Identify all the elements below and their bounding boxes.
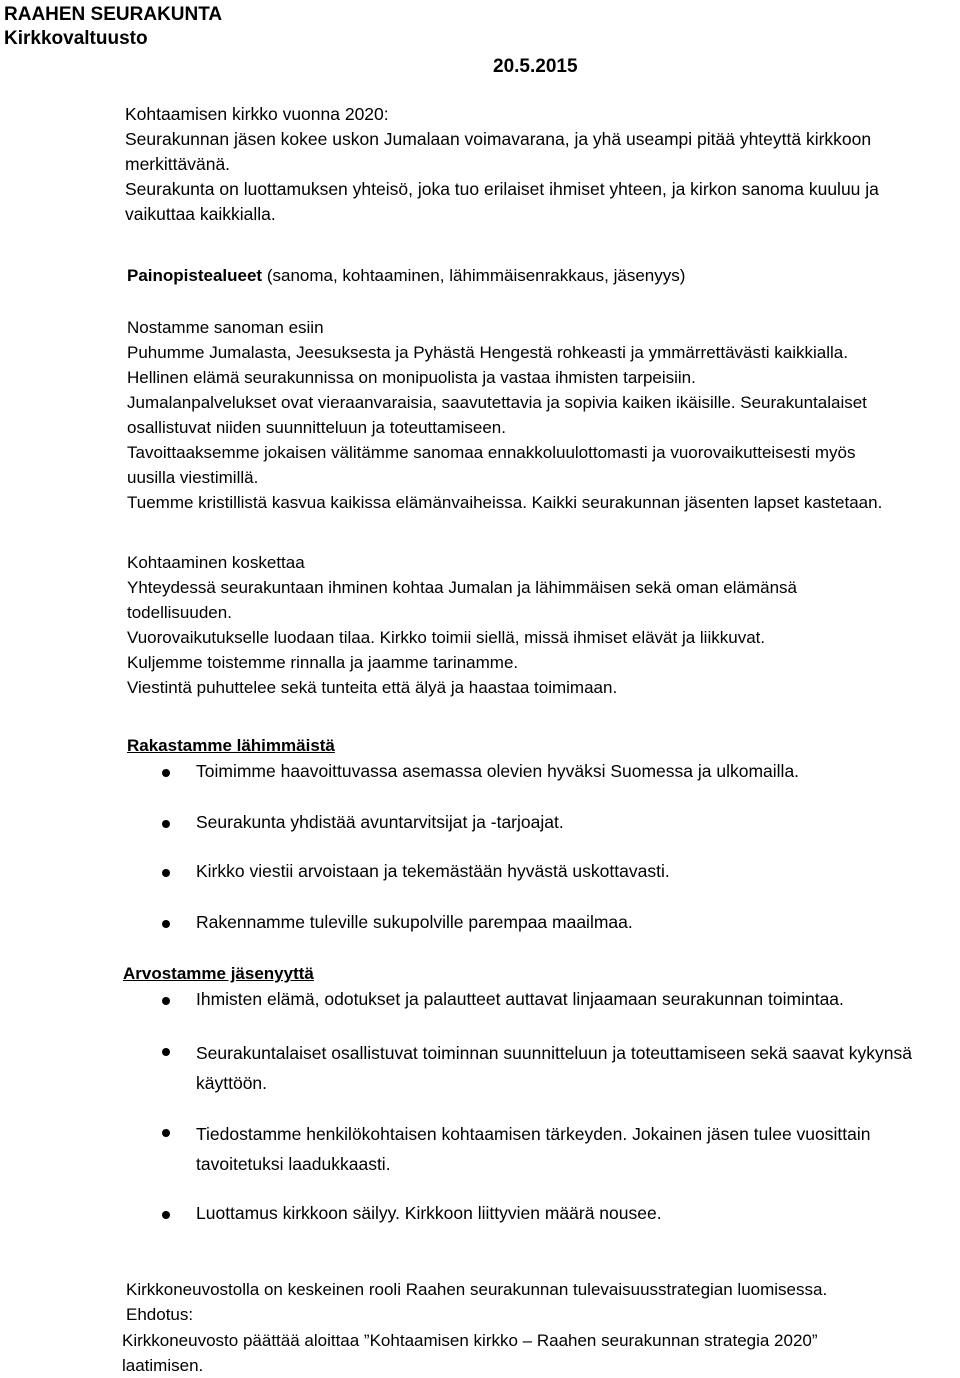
encounter-section bbox=[127, 550, 797, 700]
proposal-text: Kirkkoneuvosto päättää aloittaa ”Kohtaamisen kirkko – Raahen seurakunnan strategia 2020” bbox=[122, 1331, 818, 1350]
proposal-text-continued: laatimisen. bbox=[122, 1356, 204, 1375]
bullet-icon bbox=[162, 1129, 170, 1137]
vision-line: Seurakunnan jäsen kokee uskon Jumalaan voimavarana, ja yhä useampi pitää yhteyttä kirkkoon bbox=[125, 129, 872, 149]
message-title: Nostamme sanoman esiin bbox=[127, 318, 324, 337]
love-title: Rakastamme lähimmäistä bbox=[127, 736, 335, 755]
focus-areas-list: (sanoma, kohtaaminen, lähimmäisenrakkaus, jäsenyys) bbox=[262, 266, 686, 285]
bullet-icon bbox=[162, 997, 170, 1005]
message-line: Jumalanpalvelukset ovat vieraanvaraisia, saavutettavia ja sopivia kaiken ikäisille. Seurakuntalaiset bbox=[127, 393, 867, 412]
vision-line: Seurakunta on luottamuksen yhteisö, joka tuo erilaiset ihmiset yhteen, ja kirkon sanoma kuuluu ja bbox=[125, 179, 879, 199]
body-name: Kirkkovaltuusto bbox=[4, 28, 148, 49]
encounter-line: Kuljemme toistemme rinnalla ja jaamme tarinamme. bbox=[127, 653, 519, 672]
encounter-title: Kohtaaminen koskettaa bbox=[127, 553, 305, 572]
focus-areas-title: Painopistealueet bbox=[127, 266, 263, 285]
encounter-line: Vuorovaikutukselle luodaan tilaa. Kirkko toimii siellä, missä ihmiset elävät ja liikkuvat. bbox=[127, 628, 766, 647]
message-line: Tuemme kristillistä kasvua kaikissa elämänvaiheissa. Kaikki seurakunnan jäsenten lapset kastetaan. bbox=[127, 493, 883, 512]
message-line: Hellinen elämä seurakunnissa on monipuolista ja vastaa ihmisten tarpeisiin. bbox=[127, 368, 696, 387]
vision-line: Kohtaamisen kirkko vuonna 2020: bbox=[125, 104, 389, 124]
org-name: RAAHEN SEURAKUNTA bbox=[4, 4, 223, 25]
encounter-line: Yhteydessä seurakuntaan ihminen kohtaa Jumalan ja lähimmäisen sekä oman elämänsä bbox=[127, 578, 797, 597]
document-page: RAAHEN SEURAKUNTA Kirkkovaltuusto 20.5.2015 Kohtaamisen kirkko vuonna 2020: Seurakunnan jäsen kokee uskon Jumalaan voimavarana, ja yhä useampi pitää yhteyttä kirkkoon merkittävänä. Seurakunta on luottamuksen yhteisö, joka tuo erilaiset ihmiset yhteen, ja kirkon sanoma kuuluu ja vaikuttaa kaikkialla. Painopistealueet (sanoma, kohtaaminen, lähimmäisenrakkaus, jäsenyys) Nostamme sanoman esiin Puhumme Jumalasta, Jeesuksesta ja Pyhästä Hengestä rohkeasti ja ymmärrettävästi kaikkialla. Hellinen elämä seurakunnissa on monipuolista ja vastaa ihmisten tarpeisiin. Jumalanpalvelukset ovat vieraanvaraisia, saavutettavia ja sopivia kaiken ikäisille. Seurakuntalaiset osallistuvat niiden suunnitteluun ja toteuttamiseen. Tavoittaaksemme jokaisen välitämme sanomaa ennakkoluulottomasti ja vuorovaikutteisesti myös uusilla viestimillä. Tuemme kristillistä kasvua kaikissa elämänvaiheissa. Kaikki seurakunnan jäsenten lapset kastetaan. Kohtaaminen koskettaa Yhteydessä seurakuntaan ihminen kohtaa Jumalan ja lähimmäisen sekä oman elämänsä todellisuuden. Vuorovaikutukselle luodaan tilaa. Kirkko toimii siellä, missä ihmiset elävät ja liikkuvat. Kuljemme toistemme rinnalla ja jaamme tarinamme. Viestintä puhuttelee sekä tunteita että älyä ja haastaa toimimaan. Rakastamme lähimmäistä Toimimme haavoittuvassa asemassa olevien hyväksi Suomessa ja ulkomailla. Seurakunta yhdistää avuntarvitsijat ja -tarjoajat. Kirkko viestii arvoistaan ja tekemästään hyvästä uskottavasti. Rakennamme tuleville sukupolville parempaa maailmaa. Arvostamme jäsenyyttä Ihmisten elämä, odotukset ja palautteet auttavat linjaamaan seurakunnan toimintaa. Seurakuntalaiset osallistuvat toiminnan suunnitteluun ja toteuttamiseen sekä saavat kykynsä käyttöön. Tiedostamme henkilökohtaisen kohtaamisen tärkeyden. Jokainen jäsen tulee vuosittain tavoitetuksi laadukkaasti. Luottamus kirkkoon säilyy. Kirkkoon liittyvien määrä nousee. Kirkkoneuvostolla on keskeinen rooli Raahen seurakunnan tulevaisuusstrategian luomisessa. Ehdotus: Kirkkoneuvosto päättää aloittaa ”Kohtaamisen kirkko – Raahen seurakunnan strategia 2020” laatimisen. bbox=[0, 0, 960, 1376]
encounter-line: Viestintä puhuttelee sekä tunteita että älyä ja haastaa toimimaan. bbox=[127, 678, 618, 697]
document-date: 20.5.2015 bbox=[493, 56, 578, 77]
vision-block bbox=[125, 102, 879, 227]
closing-statement: Kirkkoneuvostolla on keskeinen rooli Raahen seurakunnan tulevaisuusstrategian luomisessa. bbox=[126, 1280, 828, 1299]
message-line: uusilla viestimillä. bbox=[127, 468, 259, 487]
message-line: Puhumme Jumalasta, Jeesuksesta ja Pyhästä Hengestä rohkeasti ja ymmärrettävästi kaikkialla. bbox=[127, 343, 848, 362]
encounter-line: todellisuuden. bbox=[127, 603, 232, 622]
message-section bbox=[127, 315, 882, 515]
bullet-icon bbox=[162, 1211, 170, 1219]
bullet-icon bbox=[162, 1048, 170, 1056]
membership-title: Arvostamme jäsenyyttä bbox=[123, 964, 314, 983]
proposal-label: Ehdotus: bbox=[126, 1305, 194, 1324]
message-line: osallistuvat niiden suunnitteluun ja toteuttamiseen. bbox=[127, 418, 506, 437]
bullet-icon bbox=[162, 769, 170, 777]
vision-line: vaikuttaa kaikkialla. bbox=[125, 204, 276, 224]
message-line: Tavoittaaksemme jokaisen välitämme sanomaa ennakkoluulottomasti ja vuorovaikutteisesti myös bbox=[127, 443, 856, 462]
bullet-icon bbox=[162, 920, 170, 928]
bullet-icon bbox=[162, 820, 170, 828]
vision-line: merkittävänä. bbox=[125, 154, 231, 174]
bullet-icon bbox=[162, 869, 170, 877]
focus-areas-line bbox=[127, 263, 685, 288]
